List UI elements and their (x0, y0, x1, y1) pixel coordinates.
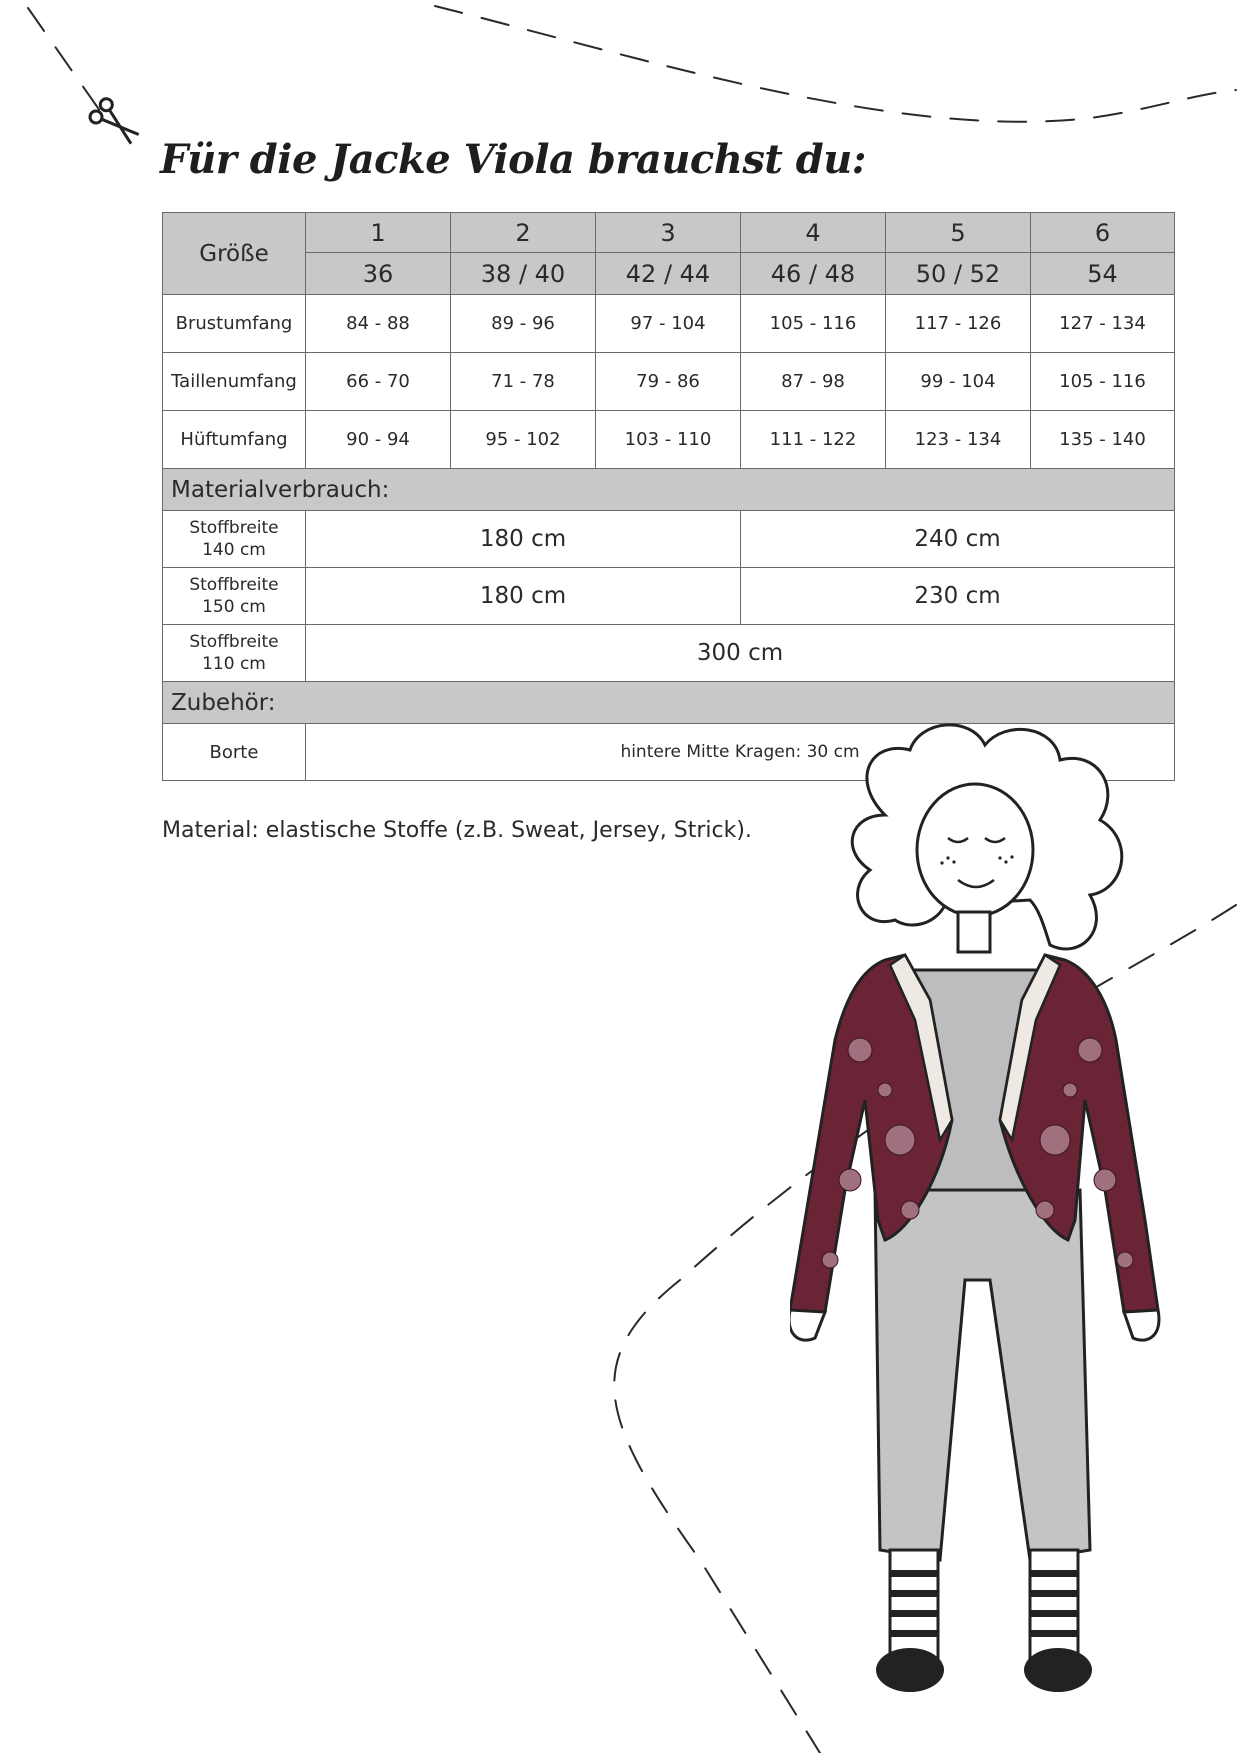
table-row (163, 511, 1175, 568)
material-note: Material: elastische Stoffe (z.B. Sweat, Jersey, Strick). (162, 818, 752, 843)
table-cell: 230 cm (741, 568, 1175, 625)
eu-size: 50 / 52 (886, 253, 1031, 295)
table-cell: 99 - 104 (886, 353, 1031, 411)
material-section-header: Materialverbrauch: (163, 469, 1175, 511)
table-cell: 240 cm (741, 511, 1175, 568)
table-cell: 117 - 126 (886, 295, 1031, 353)
table-row (163, 625, 1175, 682)
table-cell: 105 - 116 (1031, 353, 1175, 411)
table-cell: 87 - 98 (741, 353, 886, 411)
table-cell: 123 - 134 (886, 411, 1031, 469)
table-cell: 111 - 122 (741, 411, 886, 469)
table-cell: 103 - 110 (596, 411, 741, 469)
row-label: Stoffbreite 110 cm (163, 625, 306, 682)
table-row (163, 411, 1175, 469)
table-cell: 84 - 88 (306, 295, 451, 353)
row-label: Hüftumfang (163, 411, 306, 469)
size-table (162, 212, 1175, 781)
table-cell: 71 - 78 (451, 353, 596, 411)
eu-size: 42 / 44 (596, 253, 741, 295)
row-label: Taillenumfang (163, 353, 306, 411)
size-number: 6 (1031, 213, 1175, 253)
table-row (163, 295, 1175, 353)
pants (875, 1190, 1090, 1560)
table-cell: 135 - 140 (1031, 411, 1175, 469)
face (917, 784, 1033, 916)
table-cell: 105 - 116 (741, 295, 886, 353)
table-cell: 66 - 70 (306, 353, 451, 411)
table-cell: 79 - 86 (596, 353, 741, 411)
size-number: 5 (886, 213, 1031, 253)
size-number: 4 (741, 213, 886, 253)
table-cell: 180 cm (306, 511, 741, 568)
zubehoer-section-header: Zubehör: (163, 682, 1175, 724)
table-cell: 90 - 94 (306, 411, 451, 469)
row-label: Stoffbreite 140 cm (163, 511, 306, 568)
page-title: Für die Jacke Viola brauchst du: (160, 136, 867, 183)
table-row (163, 353, 1175, 411)
row-label: Borte (163, 724, 306, 781)
eu-size: 36 (306, 253, 451, 295)
eu-size: 46 / 48 (741, 253, 886, 295)
table-cell: 89 - 96 (451, 295, 596, 353)
row-label: Brustumfang (163, 295, 306, 353)
eu-size: 38 / 40 (451, 253, 596, 295)
table-row (163, 568, 1175, 625)
table-cell: 127 - 134 (1031, 295, 1175, 353)
groesse-label: Größe (163, 213, 306, 295)
row-label: Stoffbreite 150 cm (163, 568, 306, 625)
table-cell: 97 - 104 (596, 295, 741, 353)
size-number: 2 (451, 213, 596, 253)
size-number: 3 (596, 213, 741, 253)
table-cell: 95 - 102 (451, 411, 596, 469)
jacket-illustration (790, 720, 1230, 1750)
eu-size: 54 (1031, 253, 1175, 295)
size-number: 1 (306, 213, 451, 253)
table-cell: 180 cm (306, 568, 741, 625)
socks (876, 1550, 1092, 1692)
table-cell: 300 cm (306, 625, 1175, 682)
table-cell: hintere Mitte Kragen: 30 cm (306, 724, 1175, 781)
